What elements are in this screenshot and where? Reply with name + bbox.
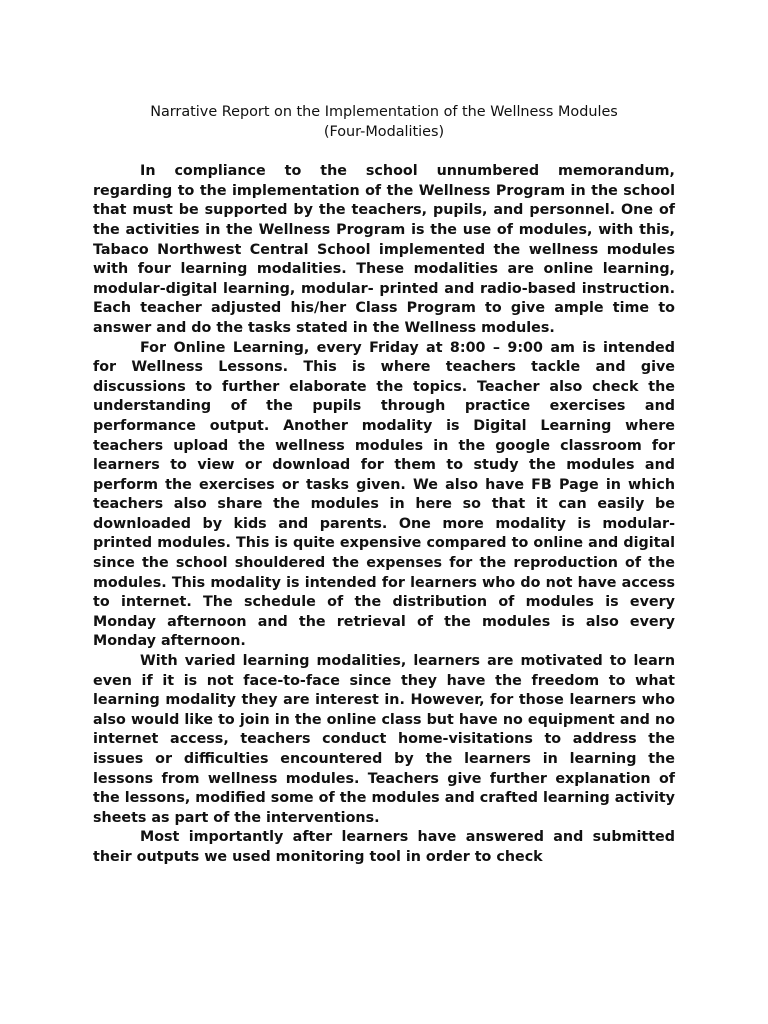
paragraph-varied-modalities: With varied learning modalities, learners are motivated to learn even if it is not face-to-face since they have the freedom to what learning modality they are interest in. However, for those learners who also would like to join in the online class but have no equipment and no internet access, teachers conduct home-visitations to address the issues or difficulties encountered by the learners in learning the lessons from wellness modules. Teachers give further explanation of the lessons, modified some of the modules and crafted learning activity sheets as part of the interventions.: [93, 653, 675, 826]
document-title-line-2: (Four-Modalities): [323, 123, 445, 140]
document-page: [93, 103, 675, 868]
document-title: [93, 103, 675, 142]
paragraph-monitoring: Most importantly after learners have answered and submitted their outputs we used monitoring tool in order to check: [93, 829, 675, 865]
document-body: [93, 162, 675, 867]
paragraph-compliance: In compliance to the school unnumbered memorandum, regarding to the implementation of the Wellness Program in the school that must be supported by the teachers, pupils, and personnel. One of the activities in the Wellness Program is the use of modules, with this, Tabaco Northwest Central School implemented the wellness modules with four learning modalities. These modalities are online learning, modular-digital learning, modular- printed and radio-based instruction. Each teacher adjusted his/her Class Program to give ample time to answer and do the tasks stated in the Wellness modules.: [93, 163, 675, 336]
document-title-line-1: Narrative Report on the Implementation of the Wellness Modules: [150, 104, 618, 120]
paragraph-online-learning: For Online Learning, every Friday at 8:00 – 9:00 am is intended for Wellness Lessons. This is where teachers tackle and give discussions to further elaborate the topics. Teacher also check the understanding of the pupils through practice exercises and performance output. Another modality is Digital Learning where teachers upload the wellness modules in the google classroom for learners to view or download for them to study the modules and perform the exercises or tasks given. We also have FB Page in which teachers also share the modules in here so that it can easily be downloaded by kids and parents. One more modality is modular-printed modules. This is quite expensive compared to online and digital since the school shouldered the expenses for the reproduction of the modules. This modality is intended for learners who do not have access to internet. The schedule of the distribution of modules is every Monday afternoon and the retrieval of the modules is also every Monday afternoon.: [93, 339, 675, 650]
